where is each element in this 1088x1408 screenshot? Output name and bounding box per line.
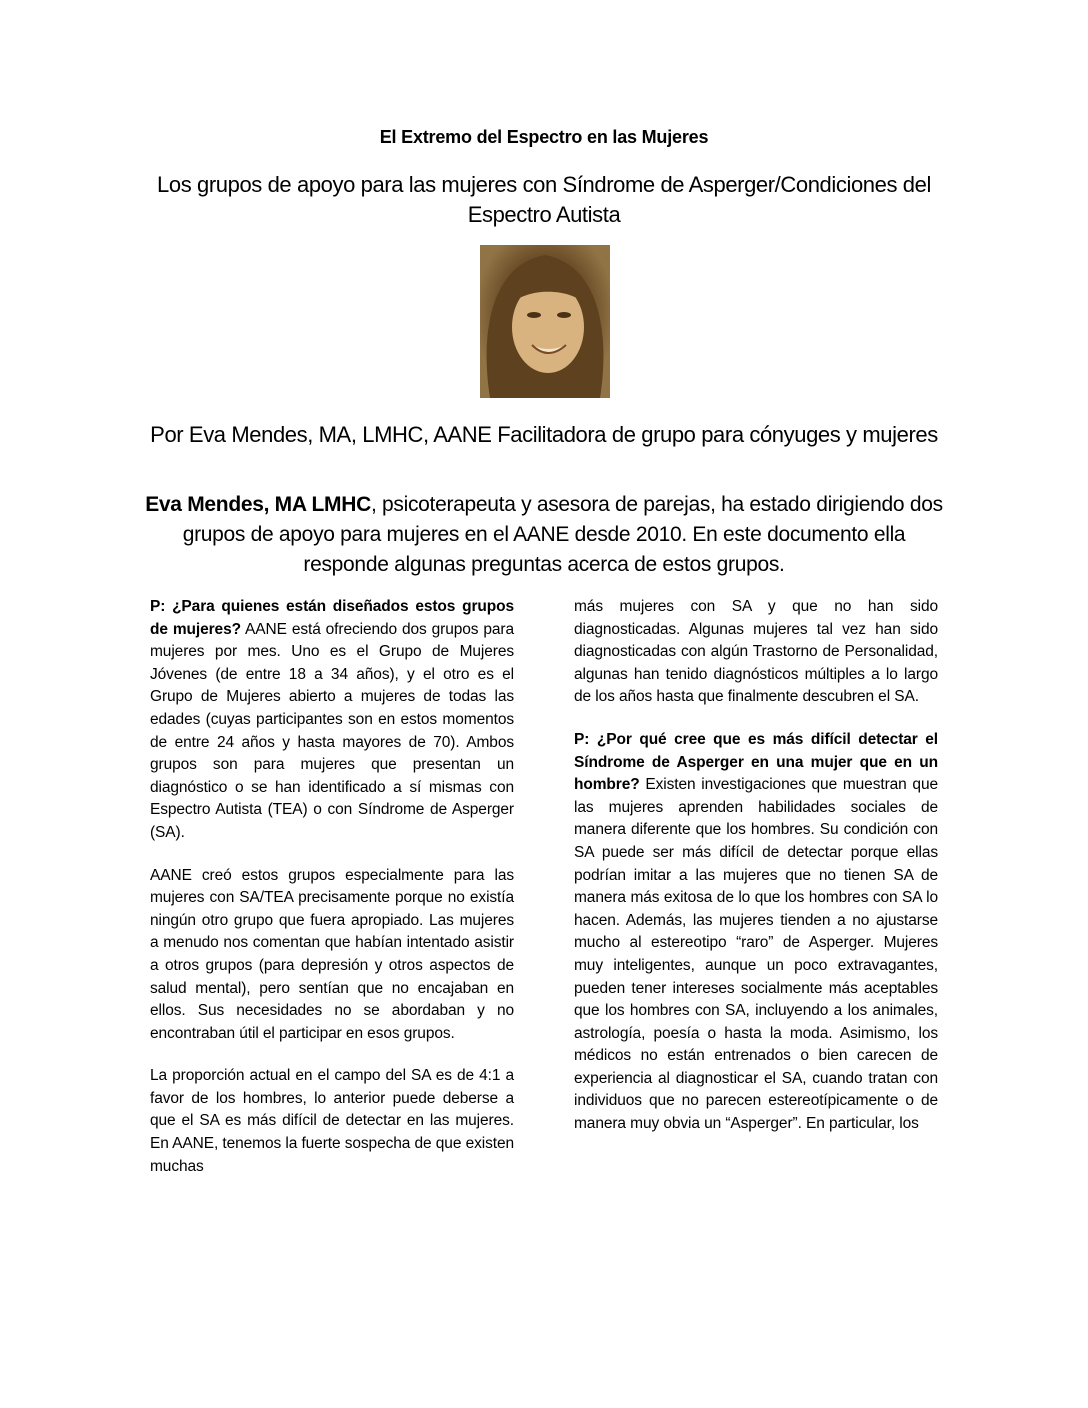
author-portrait-image xyxy=(480,245,610,398)
paragraph xyxy=(574,729,938,1136)
left-column xyxy=(150,596,514,1198)
document-subtitle: Los grupos de apoyo para las mujeres con Síndrome de Asperger/Condiciones del Espectro Autista xyxy=(157,172,931,227)
question: P: ¿Para quienes están diseñados estos grupos de mujeres? xyxy=(150,598,514,638)
question: P: ¿Por qué cree que es más difícil detectar el Síndrome de Asperger en una mujer que en un hombre? xyxy=(574,730,938,794)
answer-text: Existen investigaciones que muestran que las mujeres aprenden habilidades sociales de manera diferente que los hombres. Su condición con SA puede ser más difícil de detectar porque ellas podrían imitar a las mujeres que no tienen SA de manera más exitosa de lo que los hombres con SA lo hacen. Además, las mujeres tienden a no ajustarse mucho al estereotipo “raro” de Asperger. Mujeres muy inteligentes, aunque un poco extravagantes, pueden tener intereses socialmente más aceptables que los hombres con SA, incluyendo a los animales, astrología, poesía o hasta la moda. Asimismo, los médicos no están entrenados o bien carecen de experiencia al diagnosticar el SA, cuando tratan con individuos que no parecen estereotípicamente o de manera muy obvia un “Asperger”. En particular, los xyxy=(574,776,938,1133)
intro-text: , psicoterapeuta y asesora de parejas, ha estado dirigiendo dos grupos de apoyo para mujeres en el AANE desde 2010. En este documento ella responde algunas preguntas acerca de estos grupos. xyxy=(182,493,943,576)
paragraph xyxy=(574,596,938,709)
document-title: El Extremo del Espectro en las Mujeres xyxy=(379,127,709,147)
paragraph xyxy=(150,596,514,845)
paragraph-text: más mujeres con SA y que no han sido diagnosticadas. Algunas mujeres tal vez han sido diagnosticadas con algún Trastorno de Personalidad, algunas han tenido diagnósticos múltiples a lo largo de los años hasta que finalmente descubren el SA. xyxy=(574,598,938,706)
portrait-icon xyxy=(480,245,610,398)
paragraph-text: AANE creó estos grupos especialmente para las mujeres con SA/TEA precisamente porque no existía ningún otro grupo que fuera apropiado. Las mujeres a menudo nos comentan que habían intentado asistir a otros grupos (para depresión y otros aspectos de salud mental), pero sentían que no encajaban en ellos. Sus necesidades no se abordaban y no encontraban útil el participar en esos grupos. xyxy=(150,866,514,1042)
right-column xyxy=(574,596,938,1156)
author-name: Eva Mendes, MA LMHC xyxy=(145,493,371,516)
paragraph-text: La proporción actual en el campo del SA es de 4:1 a favor de los hombres, lo anterior puede deberse a que el SA es más difícil de detectar en las mujeres. En AANE, tenemos la fuerte sospecha de que existen muchas xyxy=(150,1067,514,1175)
paragraph xyxy=(150,865,514,1046)
author-intro xyxy=(140,490,948,580)
answer-text: AANE está ofreciendo dos grupos para mujeres por mes. Uno es el Grupo de Mujeres Jóvenes (de entre 18 a 34 años), y el otro es el Grupo de Mujeres abierto a mujeres de todas las edades (cuyas participantes son en estos momentos de entre 24 años y hasta mayores de 70). Ambos grupos son para mujeres que presentan un diagnóstico o se han identificado a sí mismas con Espectro Autista (TEA) o con Síndrome de Asperger (SA). xyxy=(150,620,514,841)
paragraph xyxy=(150,1065,514,1178)
author-byline: Por Eva Mendes, MA, LMHC, AANE Facilitadora de grupo para cónyuges y mujeres xyxy=(150,422,938,447)
